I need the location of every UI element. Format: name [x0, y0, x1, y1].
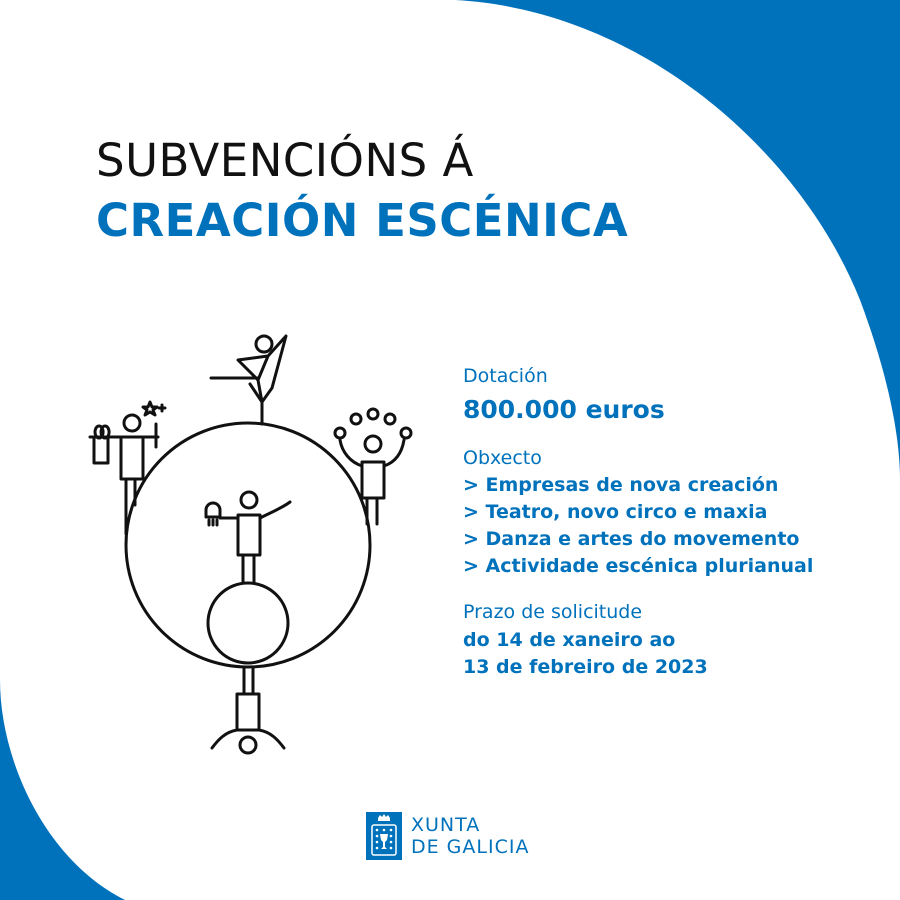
obxecto-label: Obxecto: [463, 447, 542, 469]
prazo-label: Prazo de solicitude: [463, 601, 643, 623]
obxecto-item: > Danza e artes do movemento: [463, 528, 800, 550]
logo-line-1: XUNTA: [411, 814, 481, 836]
grant-info-panel: [463, 364, 863, 681]
page-title: [96, 134, 629, 247]
logo-line-2: DE GALICIA: [411, 836, 530, 858]
big-ring: [126, 423, 370, 667]
title-line-1: SUBVENCIÓNS Á: [96, 134, 474, 187]
acrobat-figure: [212, 668, 284, 753]
actor-figure: [206, 492, 290, 583]
small-ball: [208, 583, 288, 663]
title-line-2: CREACIÓN ESCÉNICA: [96, 194, 629, 247]
dotacion-amount: 800.000 euros: [463, 395, 665, 424]
obxecto-item: > Empresas de nova creación: [463, 474, 779, 496]
xunta-logo: [366, 812, 529, 860]
dotacion-label: Dotación: [463, 365, 548, 387]
prazo-line-1: do 14 de xaneiro ao: [463, 629, 676, 651]
circus-performers-illustration: [80, 320, 440, 770]
logo-wordmark: [411, 814, 529, 858]
obxecto-list: [463, 472, 863, 580]
obxecto-item: > Teatro, novo circo e maxia: [463, 501, 768, 523]
coat-of-arms-icon: [366, 812, 402, 860]
prazo-dates: [463, 627, 863, 681]
dancer-figure: [211, 336, 286, 424]
obxecto-item: > Actividade escénica plurianual: [463, 555, 814, 577]
prazo-line-2: 13 de febreiro de 2023: [463, 656, 708, 678]
juggler-figure: [335, 409, 411, 524]
